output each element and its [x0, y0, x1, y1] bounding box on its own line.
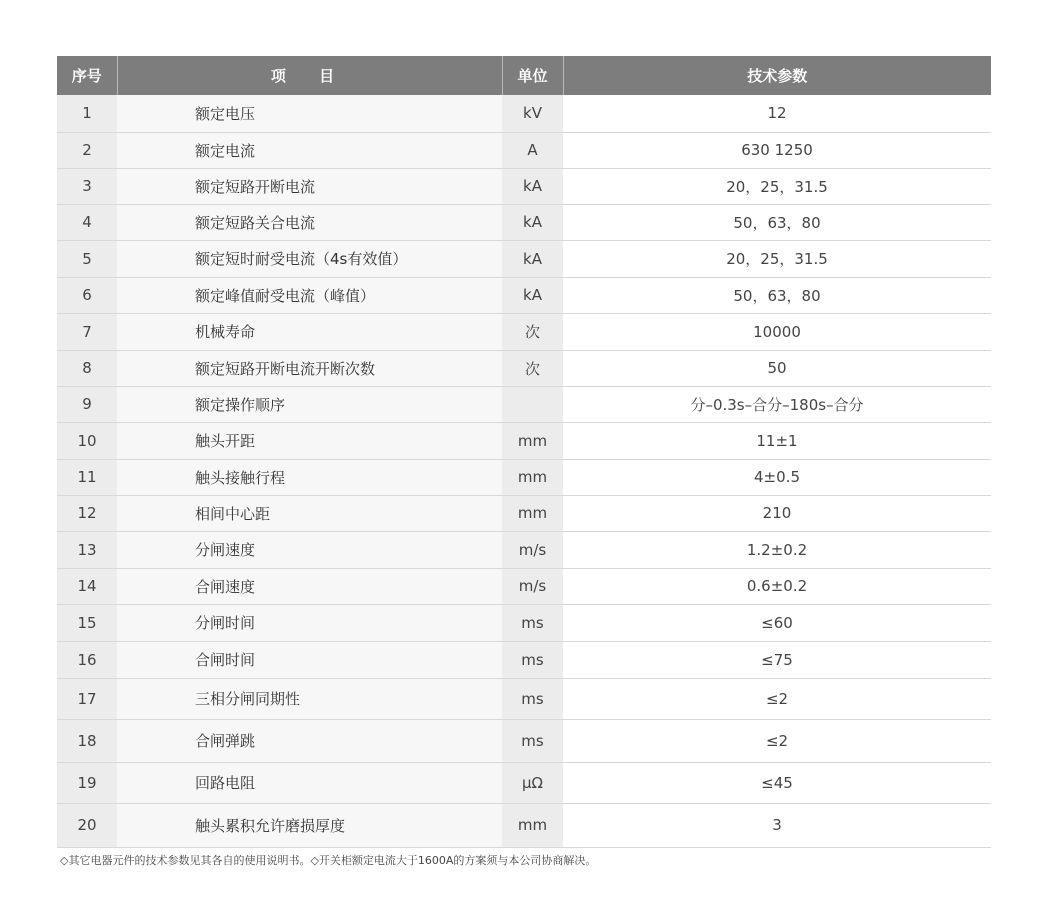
row-unit: mm	[502, 495, 563, 531]
table-row	[57, 459, 991, 495]
row-parameter-value: ≤75	[563, 641, 991, 678]
row-parameter-value: 210	[563, 495, 991, 531]
row-parameter-value: ≤45	[563, 762, 991, 803]
table-row	[57, 495, 991, 531]
table-row	[57, 422, 991, 459]
row-unit: ms	[502, 641, 563, 678]
row-item-name: 三相分闸同期性	[117, 678, 502, 719]
row-unit: kV	[502, 95, 563, 132]
table-row	[57, 604, 991, 641]
row-serial-number: 2	[57, 132, 117, 168]
row-serial-number: 12	[57, 495, 117, 531]
row-parameter-value: 0.6±0.2	[563, 568, 991, 604]
table-row	[57, 719, 991, 762]
table-row	[57, 350, 991, 386]
table-row	[57, 277, 991, 313]
row-item-name: 分闸时间	[117, 604, 502, 641]
row-serial-number: 18	[57, 719, 117, 762]
row-unit: kA	[502, 204, 563, 240]
header-parameter-value: 技术参数	[563, 56, 991, 95]
table-row	[57, 568, 991, 604]
row-parameter-value: 630 1250	[563, 132, 991, 168]
row-serial-number: 1	[57, 95, 117, 132]
row-serial-number: 11	[57, 459, 117, 495]
table-row	[57, 95, 991, 132]
row-item-name: 合闸速度	[117, 568, 502, 604]
row-unit: ms	[502, 678, 563, 719]
row-parameter-value: 50，63，80	[563, 204, 991, 240]
row-unit: A	[502, 132, 563, 168]
row-serial-number: 4	[57, 204, 117, 240]
row-item-name: 合闸时间	[117, 641, 502, 678]
row-item-name: 相间中心距	[117, 495, 502, 531]
row-unit: mm	[502, 803, 563, 847]
row-unit: m/s	[502, 531, 563, 568]
table-row	[57, 386, 991, 422]
table-row	[57, 168, 991, 204]
table-row	[57, 240, 991, 277]
row-parameter-value: 20，25，31.5	[563, 240, 991, 277]
row-item-name: 机械寿命	[117, 313, 502, 350]
table-row	[57, 531, 991, 568]
row-unit	[502, 386, 563, 422]
row-serial-number: 3	[57, 168, 117, 204]
table-row	[57, 204, 991, 240]
row-serial-number: 20	[57, 803, 117, 847]
row-item-name: 额定短路开断电流	[117, 168, 502, 204]
row-unit: m/s	[502, 568, 563, 604]
row-parameter-value: ≤2	[563, 719, 991, 762]
row-unit: kA	[502, 168, 563, 204]
row-item-name: 触头开距	[117, 422, 502, 459]
row-serial-number: 14	[57, 568, 117, 604]
row-serial-number: 9	[57, 386, 117, 422]
row-serial-number: 6	[57, 277, 117, 313]
row-item-name: 触头累积允许磨损厚度	[117, 803, 502, 847]
row-item-name: 额定电压	[117, 95, 502, 132]
row-parameter-value: 11±1	[563, 422, 991, 459]
row-parameter-value: 50，63，80	[563, 277, 991, 313]
row-item-name: 分闸速度	[117, 531, 502, 568]
table-row	[57, 762, 991, 803]
row-parameter-value: 1.2±0.2	[563, 531, 991, 568]
table-row	[57, 132, 991, 168]
row-unit: mm	[502, 422, 563, 459]
row-item-name: 回路电阻	[117, 762, 502, 803]
row-parameter-value: 分–0.3s–合分–180s–合分	[563, 386, 991, 422]
row-serial-number: 5	[57, 240, 117, 277]
row-unit: ms	[502, 719, 563, 762]
table-row	[57, 678, 991, 719]
row-parameter-value: ≤60	[563, 604, 991, 641]
row-serial-number: 17	[57, 678, 117, 719]
row-unit: kA	[502, 240, 563, 277]
technical-parameters-table	[57, 56, 991, 848]
row-item-name: 额定短时耐受电流（4s有效值）	[117, 240, 502, 277]
table-row	[57, 803, 991, 847]
row-serial-number: 8	[57, 350, 117, 386]
row-serial-number: 7	[57, 313, 117, 350]
row-item-name: 额定短路开断电流开断次数	[117, 350, 502, 386]
row-unit: 次	[502, 313, 563, 350]
row-parameter-value: 20，25，31.5	[563, 168, 991, 204]
row-item-name: 触头接触行程	[117, 459, 502, 495]
row-unit: kA	[502, 277, 563, 313]
table-header	[57, 56, 991, 95]
row-parameter-value: ≤2	[563, 678, 991, 719]
row-parameter-value: 4±0.5	[563, 459, 991, 495]
row-item-name: 额定电流	[117, 132, 502, 168]
row-parameter-value: 50	[563, 350, 991, 386]
row-unit: 次	[502, 350, 563, 386]
row-unit: μΩ	[502, 762, 563, 803]
header-item	[117, 56, 502, 95]
row-unit: mm	[502, 459, 563, 495]
header-unit: 单位	[502, 56, 563, 95]
row-serial-number: 16	[57, 641, 117, 678]
header-row	[57, 56, 991, 95]
row-unit: ms	[502, 604, 563, 641]
row-parameter-value: 10000	[563, 313, 991, 350]
row-serial-number: 15	[57, 604, 117, 641]
row-serial-number: 19	[57, 762, 117, 803]
header-item-label: 项 目	[270, 67, 349, 85]
table-row	[57, 313, 991, 350]
row-item-name: 合闸弹跳	[117, 719, 502, 762]
footnote: ◇其它电器元件的技术参数见其各自的使用说明书。◇开关柜额定电流大于1600A的方案须与本公司协商解决。	[60, 854, 597, 867]
table-body	[57, 95, 991, 847]
row-serial-number: 10	[57, 422, 117, 459]
row-item-name: 额定短路关合电流	[117, 204, 502, 240]
row-parameter-value: 3	[563, 803, 991, 847]
header-serial-number: 序号	[57, 56, 117, 95]
row-item-name: 额定操作顺序	[117, 386, 502, 422]
row-parameter-value: 12	[563, 95, 991, 132]
row-serial-number: 13	[57, 531, 117, 568]
row-item-name: 额定峰值耐受电流（峰值）	[117, 277, 502, 313]
table-row	[57, 641, 991, 678]
